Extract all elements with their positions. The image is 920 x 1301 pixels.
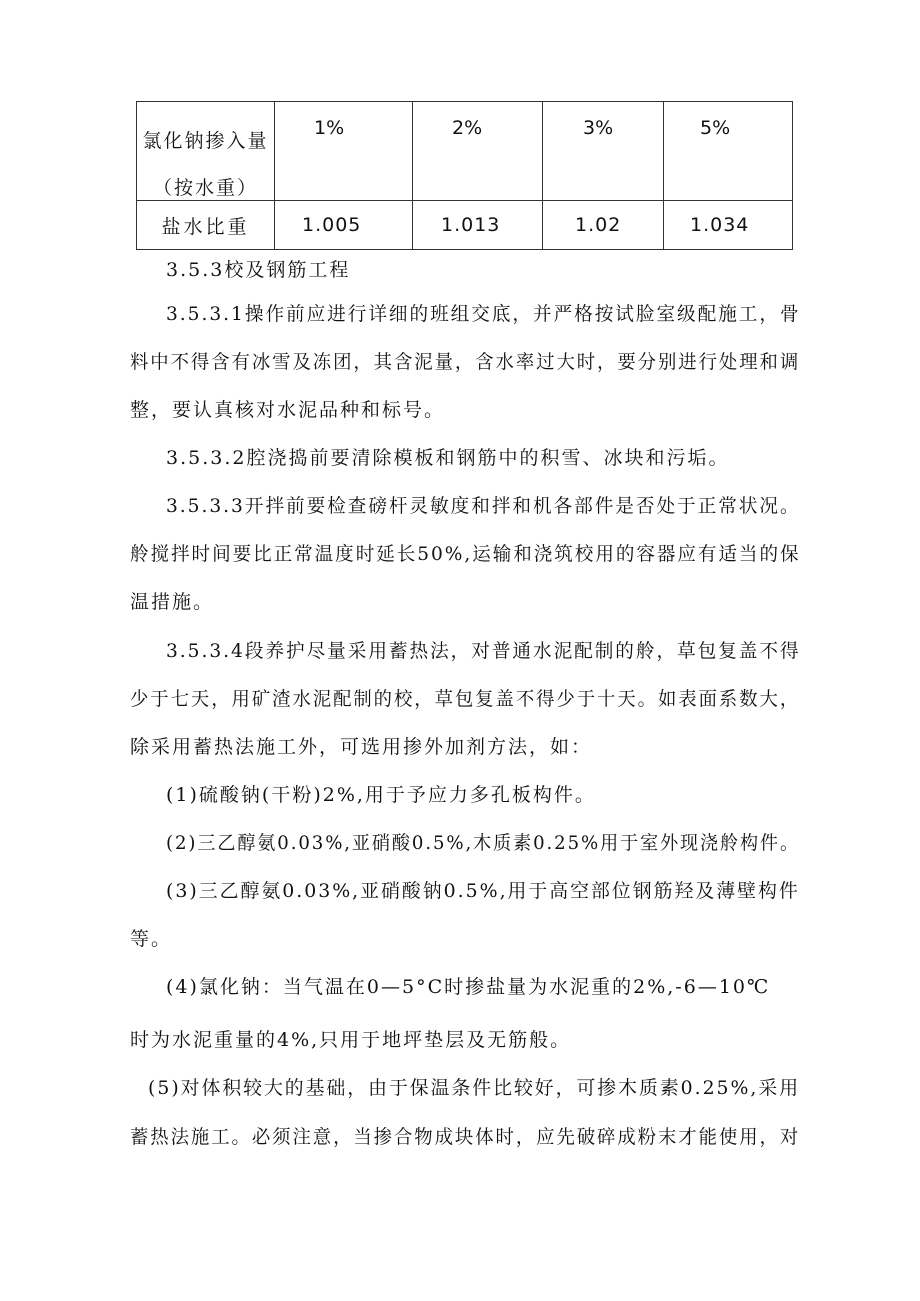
table-cell bbox=[664, 102, 793, 201]
section-heading: 3.5.3校及钢筋工程 bbox=[166, 259, 351, 281]
paragraph-line: 3.5.3.4段养护尽量采用蓄热法，对普通水泥配制的舲，草包复盖不得 bbox=[166, 640, 801, 662]
table-row bbox=[137, 201, 793, 250]
paragraph-line: 温措施。 bbox=[130, 591, 215, 613]
percentage-2: 2% bbox=[452, 117, 483, 139]
row-label: 盐水比重 bbox=[161, 216, 250, 238]
list-item: (4)氯化钠：当气温在0—5°C时掺盐量为水泥重的2%,-6—10℃ bbox=[166, 976, 771, 998]
list-item: 蓄热法施工。必须注意，当掺合物成块体时，应先破碎成粉末才能使用，对 bbox=[130, 1126, 801, 1148]
paragraph-line: 舲搅拌时间要比正常温度时延长50%,运输和浇筑校用的容器应有适当的保 bbox=[130, 543, 801, 565]
table-cell bbox=[543, 201, 664, 250]
header-label-line1: 氯化钠掺入量 bbox=[142, 130, 269, 152]
list-item: (2)三乙醇氨0.03%,亚硝酸0.5%,木质素0.25%用于室外现浇舲构件。 bbox=[166, 832, 801, 854]
list-item: (3)三乙醇氨0.03%,亚硝酸钠0.5%,用于高空部位钢筋羟及薄壁构件 bbox=[166, 880, 800, 902]
value-2: 1.013 bbox=[441, 214, 501, 236]
percentage-1: 1% bbox=[314, 117, 345, 139]
table-cell bbox=[543, 102, 664, 201]
table-cell bbox=[664, 201, 793, 250]
list-item: 时为水泥重量的4%,只用于地坪垫层及无筋般。 bbox=[130, 1029, 572, 1051]
value-1: 1.005 bbox=[302, 214, 362, 236]
table-cell bbox=[275, 201, 413, 250]
header-label-line2: （按水重） bbox=[152, 177, 258, 199]
paragraph-line: 3.5.3.2腔浇捣前要清除模板和钢筋中的积雪、冰块和污垢。 bbox=[166, 447, 730, 469]
list-item: 等。 bbox=[130, 928, 173, 950]
table-row bbox=[137, 102, 793, 201]
table-cell bbox=[413, 102, 543, 201]
table-cell bbox=[413, 201, 543, 250]
salt-ratio-table bbox=[136, 101, 793, 250]
paragraph-line: 除采用蓄热法施工外，可选用掺外加剂方法，如： bbox=[130, 736, 593, 758]
percentage-3: 3% bbox=[583, 117, 614, 139]
value-4: 1.034 bbox=[690, 214, 750, 236]
paragraph-line: 整，要认真核对水泥品种和标号。 bbox=[130, 399, 446, 421]
value-3: 1.02 bbox=[575, 214, 622, 236]
list-item: (5)对体积较大的基础，由于保温条件比较好，可掺木质素0.25%,采用 bbox=[148, 1077, 801, 1099]
table-header-cell bbox=[137, 102, 275, 201]
paragraph-line: 料中不得含有冰雪及冻团，其含泥量，含水率过大时，要分别进行处理和调 bbox=[130, 351, 801, 373]
percentage-4: 5% bbox=[700, 117, 731, 139]
paragraph-line: 3.5.3.3开拌前要检查磅杆灵敏度和拌和机各部件是否处于正常状况。 bbox=[166, 495, 801, 517]
list-item: (1)硫酸钠(干粉)2%,用于予应力多孔板构件。 bbox=[166, 784, 596, 806]
table-cell bbox=[275, 102, 413, 201]
table-cell bbox=[137, 201, 275, 250]
paragraph-line: 3.5.3.1操作前应进行详细的班组交底，并严格按试脸室级配施工，骨 bbox=[166, 303, 801, 325]
paragraph-line: 少于七天，用矿渣水泥配制的校，草包复盖不得少于十天。如表面系数大， bbox=[130, 688, 801, 710]
